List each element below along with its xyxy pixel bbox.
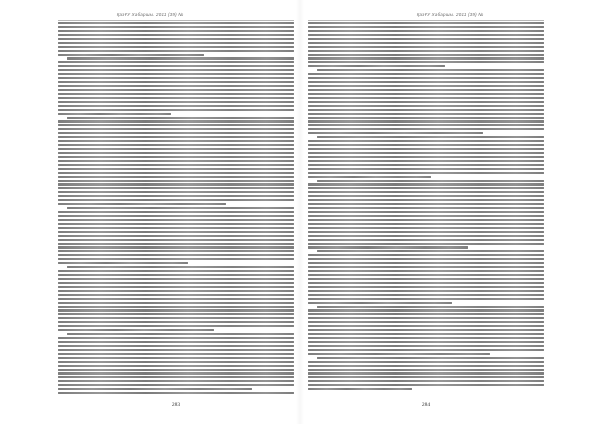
left-body-text-line (58, 120, 294, 122)
left-body-text-line (58, 156, 294, 158)
right-body-text-line (308, 254, 544, 256)
right-body-text-line (308, 42, 544, 44)
left-body-text-line (58, 239, 294, 241)
right-body-text-line (308, 376, 544, 378)
right-body-text-line (308, 164, 544, 166)
left-body-text-line (58, 26, 294, 28)
right-body-text-line (308, 290, 544, 292)
right-body-text-line (308, 195, 544, 197)
right-body-text-line (308, 183, 544, 185)
right-body-text-line (308, 286, 544, 288)
left-body-text-line (58, 290, 294, 292)
right-body-text-line (308, 302, 452, 304)
right-body-text-line (317, 69, 544, 71)
left-body-text-line (58, 101, 294, 103)
left-body-text-line (58, 361, 294, 363)
left-body-text-line (58, 61, 294, 63)
left-body-text-line (58, 211, 294, 213)
left-body-text-line (58, 286, 294, 288)
right-body-text-line (308, 341, 544, 343)
left-body-text-line (67, 266, 294, 268)
left-body-text-line (58, 270, 294, 272)
left-body-text-line (58, 243, 294, 245)
left-body-text-line (58, 30, 294, 32)
left-body-text-line (58, 223, 294, 225)
right-body-text-line (308, 89, 544, 91)
left-body-text-line (58, 345, 294, 347)
left-body-text-line (58, 128, 294, 130)
right-body-text-line (308, 211, 544, 213)
right-body-text-line (308, 160, 544, 162)
left-body-text-line (58, 22, 294, 24)
left-body-text-line (58, 227, 294, 229)
right-body-text-line (308, 266, 544, 268)
left-body-text-line (58, 42, 294, 44)
right-body-text-line (308, 235, 544, 237)
left-body-text-line (58, 365, 294, 367)
right-body-text-line (317, 136, 544, 138)
left-body-text-line (58, 81, 294, 83)
left-body-text-line (58, 298, 294, 300)
right-body-text-line (308, 317, 544, 319)
left-body-text-line (58, 254, 294, 256)
left-body-text-line (67, 207, 294, 209)
left-body-text-line (58, 148, 294, 150)
right-body-text-line (308, 325, 544, 327)
left-body-text-line (58, 172, 294, 174)
right-body-text-line (317, 306, 544, 308)
left-text-column (58, 22, 294, 396)
left-body-text-line (58, 278, 294, 280)
left-body-text-line (58, 199, 294, 201)
left-body-text-line (58, 274, 294, 276)
left-body-text-line (58, 195, 294, 197)
left-body-text-line (58, 309, 294, 311)
right-body-text-line (308, 388, 412, 390)
left-header-rule (58, 20, 294, 21)
left-body-text-line (58, 69, 294, 71)
left-body-text-line (58, 325, 294, 327)
left-body-text-line (58, 231, 294, 233)
right-body-text-line (308, 219, 544, 221)
left-body-text-line (58, 215, 294, 217)
right-body-text-line (308, 337, 544, 339)
right-body-text-line (308, 274, 544, 276)
left-body-text-line (58, 349, 294, 351)
left-body-text-line (58, 144, 294, 146)
right-body-text-line (308, 270, 544, 272)
right-body-text-line (308, 156, 544, 158)
left-body-text-line (58, 124, 294, 126)
right-body-text-line (308, 101, 544, 103)
left-body-text-line (58, 353, 294, 355)
left-body-text-line (58, 54, 204, 56)
right-body-text-line (308, 262, 544, 264)
right-body-text-line (308, 81, 544, 83)
left-body-text-line (58, 93, 294, 95)
left-body-text-line (58, 388, 252, 390)
left-body-text-line (58, 50, 294, 52)
left-body-text-line (58, 282, 294, 284)
right-running-header: ҚазҰУ Хабаршы. 2011 (39) № (416, 12, 484, 17)
right-body-text-line (308, 365, 544, 367)
left-body-text-line (58, 132, 294, 134)
right-body-text-line (308, 120, 544, 122)
right-body-text-line (308, 85, 544, 87)
left-body-text-line (58, 219, 294, 221)
right-page-number: 284 (421, 402, 431, 408)
left-body-text-line (58, 140, 294, 142)
right-body-text-line (308, 372, 544, 374)
right-body-text-line (308, 361, 544, 363)
left-body-text-line (58, 294, 294, 296)
right-text-column (308, 22, 544, 392)
left-body-text-line (58, 176, 294, 178)
right-body-text-line (308, 152, 544, 154)
left-body-text-line (58, 89, 294, 91)
right-body-text-line (308, 345, 544, 347)
right-body-text-line (308, 278, 544, 280)
left-body-text-line (58, 369, 294, 371)
left-body-text-line (58, 337, 294, 339)
left-body-text-line (67, 117, 294, 119)
right-body-text-line (308, 140, 544, 142)
left-body-text-line (58, 160, 294, 162)
right-body-text-line (308, 223, 544, 225)
left-body-text-line (58, 372, 294, 374)
left-body-text-line (58, 376, 294, 378)
right-body-text-line (308, 176, 431, 178)
left-body-text-line (58, 164, 294, 166)
right-body-text-line (308, 313, 544, 315)
right-body-text-line (308, 243, 544, 245)
right-body-text-line (308, 282, 544, 284)
left-body-text-line (58, 341, 294, 343)
right-body-text-line (308, 54, 544, 56)
left-body-text-line (58, 384, 294, 386)
right-header-rule (308, 20, 544, 21)
left-body-text-line (58, 187, 294, 189)
right-body-text-line (308, 34, 544, 36)
right-body-text-line (308, 329, 544, 331)
left-body-text-line (58, 380, 294, 382)
left-body-text-line (58, 250, 294, 252)
right-body-text-line (308, 227, 544, 229)
right-body-text-line (308, 187, 544, 189)
left-body-text-line (58, 65, 294, 67)
right-body-text-line (308, 144, 544, 146)
right-body-text-line (317, 250, 544, 252)
right-body-text-line (308, 207, 544, 209)
right-body-text-line (308, 203, 544, 205)
right-body-text-line (308, 77, 544, 79)
right-body-text-line (308, 380, 544, 382)
left-page-number: 283 (171, 402, 181, 408)
right-body-text-line (308, 333, 544, 335)
right-body-text-line (317, 180, 544, 182)
right-body-text-line (308, 57, 544, 59)
left-body-text-line (58, 313, 294, 315)
right-body-text-line (308, 117, 544, 119)
left-body-text-line (58, 105, 294, 107)
left-body-text-line (58, 183, 294, 185)
right-body-text-line (308, 105, 544, 107)
right-body-text-line (308, 246, 468, 248)
right-body-text-line (308, 148, 544, 150)
right-body-text-line (308, 239, 544, 241)
right-body-text-line (308, 30, 544, 32)
right-body-text-line (308, 384, 544, 386)
right-body-text-line (308, 298, 544, 300)
right-body-text-line (308, 65, 445, 67)
left-body-text-line (58, 258, 294, 260)
left-body-text-line (58, 392, 294, 394)
right-body-text-line (308, 109, 544, 111)
right-body-text-line (308, 258, 544, 260)
left-body-text-line (58, 317, 294, 319)
right-body-text-line (308, 215, 544, 217)
left-running-header: ҚазҰУ Хабаршы. 2011 (39) № (116, 12, 184, 17)
left-body-text-line (58, 180, 294, 182)
left-body-text-line (58, 73, 294, 75)
left-body-text-line (58, 109, 294, 111)
right-body-text-line (308, 46, 544, 48)
right-body-text-line (308, 294, 544, 296)
right-body-text-line (308, 38, 544, 40)
right-body-text-line (308, 124, 544, 126)
right-body-text-line (308, 97, 544, 99)
right-body-text-line (308, 93, 544, 95)
left-body-text-line (58, 357, 294, 359)
right-body-text-line (308, 309, 544, 311)
right-body-text-line (308, 22, 544, 24)
left-body-text-line (58, 321, 294, 323)
left-body-text-line (58, 85, 294, 87)
left-body-text-line (58, 34, 294, 36)
right-body-text-line (308, 349, 544, 351)
left-body-text-line (58, 113, 171, 115)
left-body-text-line (58, 46, 294, 48)
right-body-text-line (308, 61, 544, 63)
left-body-text-line (58, 136, 294, 138)
left-body-text-line (58, 77, 294, 79)
right-body-text-line (308, 26, 544, 28)
right-body-text-line (308, 168, 544, 170)
left-body-text-line (58, 152, 294, 154)
right-page (300, 0, 600, 424)
right-body-text-line (308, 128, 544, 130)
left-body-text-line (58, 302, 294, 304)
right-body-text-line (308, 321, 544, 323)
right-body-text-line (308, 199, 544, 201)
left-body-text-line (58, 97, 294, 99)
left-body-text-line (58, 191, 294, 193)
left-body-text-line (67, 57, 294, 59)
left-body-text-line (58, 262, 188, 264)
left-body-text-line (58, 235, 294, 237)
right-body-text-line (308, 353, 490, 355)
right-body-text-line (317, 357, 544, 359)
right-body-text-line (308, 113, 544, 115)
left-body-text-line (58, 246, 294, 248)
left-body-text-line (58, 306, 294, 308)
right-body-text-line (308, 73, 544, 75)
right-body-text-line (308, 172, 544, 174)
right-body-text-line (308, 231, 544, 233)
left-body-text-line (67, 333, 294, 335)
right-body-text-line (308, 369, 544, 371)
right-body-text-line (308, 132, 483, 134)
right-body-text-line (308, 50, 544, 52)
right-body-text-line (308, 191, 544, 193)
left-body-text-line (58, 168, 294, 170)
left-body-text-line (58, 329, 214, 331)
left-body-text-line (58, 38, 294, 40)
left-body-text-line (58, 203, 226, 205)
